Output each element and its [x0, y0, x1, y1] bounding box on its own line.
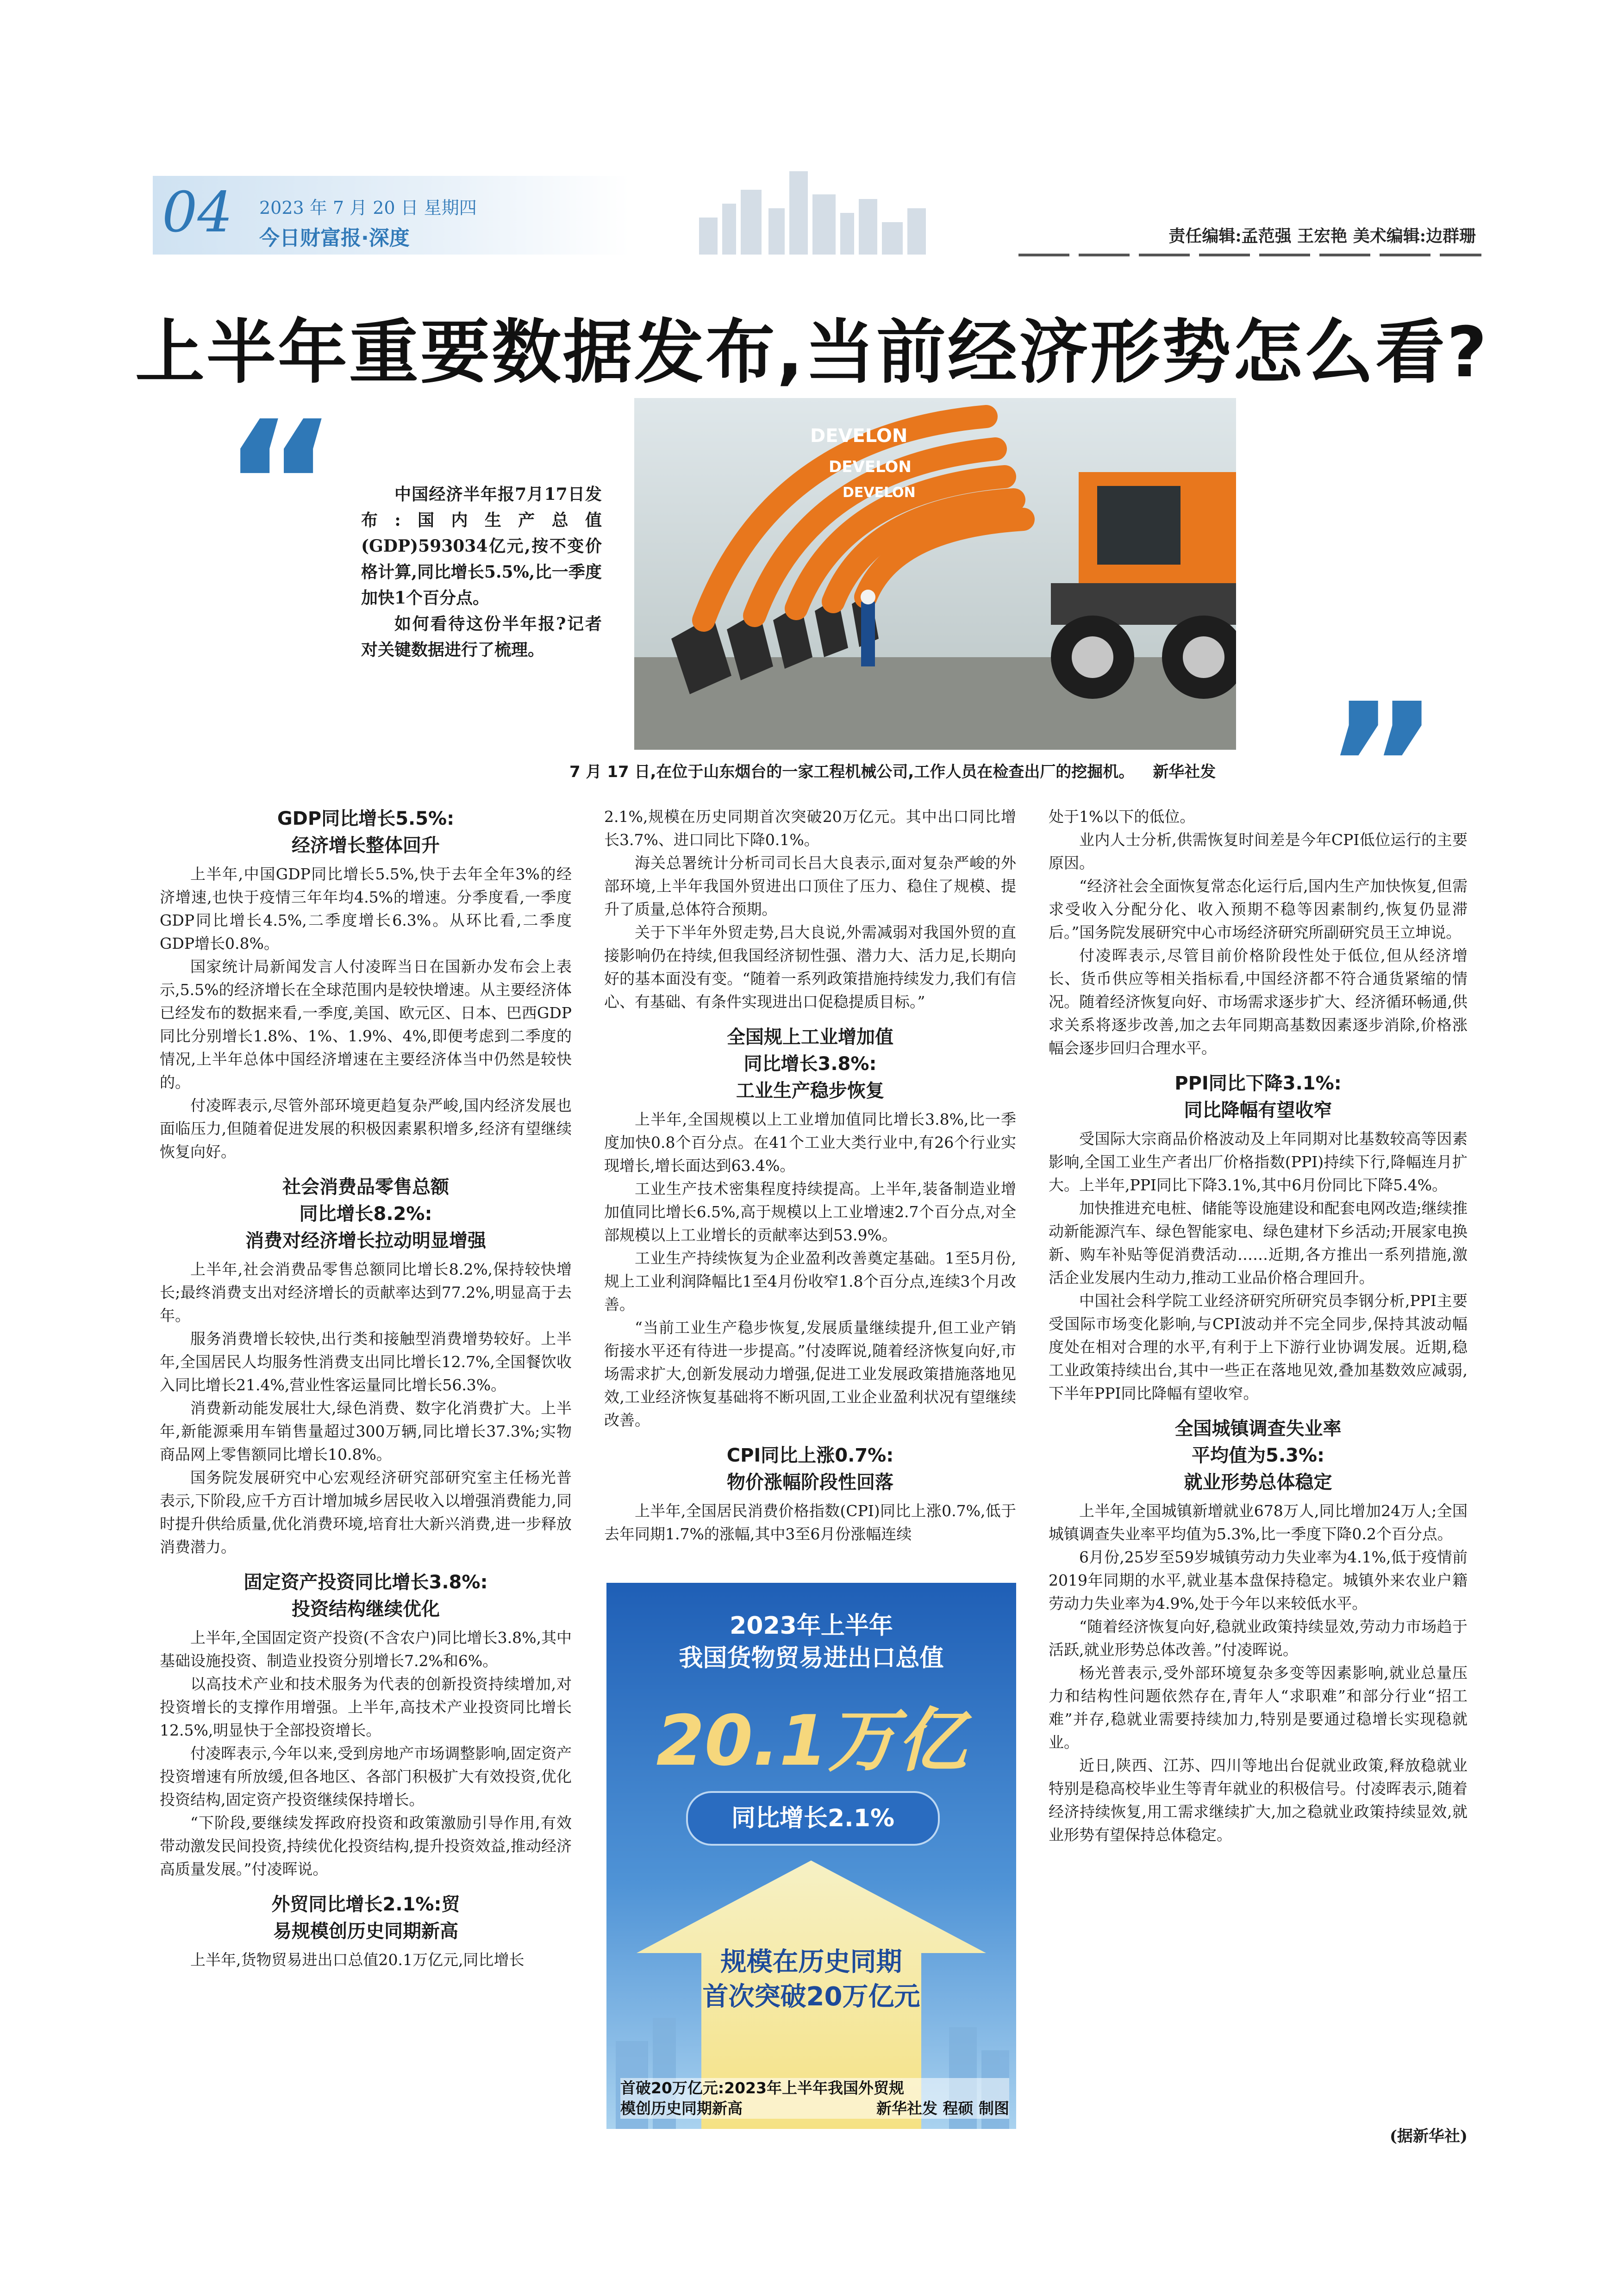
body-paragraph: 受国际大宗商品价格波动及上年同期对比基数较高等因素影响,全国工业生产者出厂价格指数(PPI)持续下行,降幅连月扩大。上半年,PPI同比下降3.1%,其中6月份同比下降5.4%。	[1049, 1130, 1468, 1194]
heading-line: 平均值为5.3%:	[1192, 1445, 1324, 1466]
source-credit: (据新华社)	[1389, 2127, 1468, 2146]
section-heading-cpi	[604, 1442, 1016, 1496]
intro-paragraph: 如何看待这份半年报?记者对关键数据进行了梳理。	[361, 614, 602, 660]
body-paragraph: 以高技术产业和技术服务为代表的创新投资持续增加,对投资增长的支撑作用增强。上半年,高技术产业投资同比增长12.5%,明显快于全部投资增长。	[160, 1675, 572, 1739]
page-number: 04	[162, 180, 233, 245]
column-middle	[604, 805, 1016, 1546]
caption-text: 7 月 17 日,在位于山东烟台的一家工程机械公司,工作人员在检查出厂的挖掘机。	[569, 763, 1135, 781]
body-paragraph: “经济社会全面恢复常态化运行后,国内生产加快恢复,但需求受收入分配分化、收入预期不稳等因素制约,恢复仍显滞后。”国务院发展研究中心市场经济研究所副研究员王立坤说。	[1049, 877, 1468, 941]
body-paragraph: “下阶段,要继续发挥政府投资和政策激励引导作用,有效带动激发民间投资,持续优化投资结构,提升投资效益,推动经济高质量发展。”付凌晖说。	[160, 1814, 572, 1878]
body-paragraph: 上半年,全国城镇新增就业678万人,同比增加24万人;全国城镇调查失业率平均值为5.3%,比一季度下降0.2个百分点。	[1049, 1502, 1468, 1543]
trade-infographic	[606, 1583, 1016, 2129]
infographic-caption-line: 模创历史同期新高	[620, 2099, 743, 2117]
body-paragraph: 付凌晖表示,今年以来,受到房地产市场调整影响,固定资产投资增速有所放缓,但各地区、各部门积极扩大有效投资,优化投资结构,固定资产投资继续保持增长。	[160, 1744, 572, 1809]
heading-line: CPI同比上涨0.7%:	[726, 1445, 894, 1466]
heading-line: 全国规上工业增加值	[727, 1027, 893, 1048]
infographic-title: 我国货物贸易进出口总值	[679, 1644, 944, 1672]
body-paragraph: 中国社会科学院工业经济研究所研究员李钢分析,PPI主要受国际市场变化影响,与CPI波动并不完全同步,保持其波动幅度处在相对合理的水平,有利于上下游行业协调发展。近期,稳工业政策持续出台,其中一些正在落地见效,叠加基数效应减弱,下半年PPI同比降幅有望收窄。	[1049, 1292, 1468, 1402]
section-brand: 今日财富报·深度	[259, 226, 410, 250]
infographic-subtitle: 规模在历史同期	[720, 1947, 902, 1977]
boom-brand-text: DEVELON	[843, 485, 916, 501]
section-heading-gdp	[160, 805, 572, 859]
growth-badge: 同比增长2.1%	[686, 1791, 940, 1846]
section-heading-industry	[604, 1024, 1016, 1104]
heading-line: GDP同比增长5.5%:	[277, 808, 455, 829]
heading-line: 外贸同比增长2.1%:贸	[271, 1894, 460, 1915]
excavator-photo	[634, 398, 1236, 750]
open-quote-mark: “	[222, 383, 338, 588]
skyline-illustration	[694, 162, 935, 255]
boom-brand-text: DEVELON	[829, 458, 912, 476]
body-paragraph: 工业生产持续恢复为企业盈利改善奠定基础。1至5月份,规上工业利润降幅比1至4月份收窄1.8个百分点,连续3个月改善。	[604, 1249, 1016, 1313]
headline: 上半年重要数据发布,当前经济形势怎么看?	[135, 312, 1489, 393]
heading-line: 同比增长3.8%:	[743, 1053, 877, 1075]
section-heading-retail	[160, 1174, 572, 1254]
heading-line: 工业生产稳步恢复	[736, 1080, 884, 1101]
infographic-figure: 20.1万亿	[656, 1701, 967, 1781]
section-heading-investment	[160, 1569, 572, 1623]
body-paragraph: 处于1%以下的低位。	[1049, 808, 1195, 826]
photo-caption	[569, 759, 1292, 782]
body-paragraph: 关于下半年外贸走势,吕大良说,外需减弱对我国外贸的直接影响仍在持续,但我国经济韧性强、潜力大、活力足,长期向好的基本面没有变。“随着一系列政策措施持续发力,我们有信心、有基础、有条件实现进出口促稳提质目标。”	[604, 923, 1016, 1011]
issue-date: 2023 年 7 月 20 日 星期四	[259, 198, 477, 218]
body-paragraph: 上半年,全国居民消费价格指数(CPI)同比上涨0.7%,低于去年同期1.7%的涨幅,其中3至6月份涨幅连续	[604, 1502, 1016, 1543]
body-paragraph: 国家统计局新闻发言人付凌晖当日在国新办发布会上表示,5.5%的经济增长在全球范围内是较快增速。从主要经济体已经发布的数据来看,一季度,美国、欧元区、日本、巴西GDP同比分别增长1.8%、1%、1.9%、4%,即便考虑到二季度的情况,上半年总体中国经济增速在主要经济体当中仍然是较快的。	[160, 958, 572, 1091]
body-paragraph: 海关总署统计分析司司长吕大良表示,面对复杂严峻的外部环境,上半年我国外贸进出口顶住了压力、稳住了规模、提升了质量,总体符合预期。	[604, 854, 1016, 918]
close-quote-mark: ”	[1324, 666, 1440, 871]
body-paragraph: 上半年,中国GDP同比增长5.5%,快于去年全年3%的经济增速,也快于疫情三年年均4.5%的增速。分季度看,一季度GDP同比增长4.5%,二季度增长6.3%。从环比看,二季度GDP增长0.8%。	[160, 865, 572, 952]
boom-brand-text: DEVELON	[810, 425, 908, 447]
body-paragraph: 付凌晖表示,尽管外部环境更趋复杂严峻,国内经济发展也面临压力,但随着促进发展的积极因素累积增多,经济有望继续恢复向好。	[160, 1096, 572, 1161]
body-paragraph: 上半年,社会消费品零售总额同比增长8.2%,保持较快增长;最终消费支出对经济增长的贡献率达到77.2%,明显高于去年。	[160, 1260, 572, 1325]
heading-line: 同比增长8.2%:	[299, 1203, 432, 1225]
body-paragraph: 付凌晖表示,尽管目前价格阶段性处于低位,但从经济增长、货币供应等相关指标看,中国经济都不符合通货紧缩的情况。随着经济恢复向好、市场需求逐步扩大、经济循环畅通,供求关系将逐步改善,加之去年同期高基数因素逐步消除,价格涨幅会逐步回归合理水平。	[1049, 946, 1468, 1057]
body-paragraph: 服务消费增长较快,出行类和接触型消费增势较好。上半年,全国居民人均服务性消费支出同比增长12.7%,全国餐饮收入同比增长21.4%,营业性客运量同比增长56.3%。	[160, 1330, 572, 1394]
body-paragraph: “随着经济恢复向好,稳就业政策持续显效,劳动力市场趋于活跃,就业形势总体改善。”付凌晖说。	[1049, 1618, 1468, 1659]
infographic-title: 2023年上半年	[730, 1612, 893, 1640]
heading-line: PPI同比下降3.1%:	[1174, 1073, 1342, 1094]
body-paragraph: 2.1%,规模在历史同期首次突破20万亿元。其中出口同比增长3.7%、进口同比下降0.1%。	[604, 808, 1016, 849]
body-paragraph: 6月份,25岁至59岁城镇劳动力失业率为4.1%,低于疫情前2019年同期的水平,就业基本盘保持稳定。城镇外来农业户籍劳动力失业率为4.9%,处于今年以来较低水平。	[1049, 1548, 1468, 1612]
section-heading-employment	[1049, 1415, 1468, 1496]
heading-line: 易规模创历史同期新高	[273, 1921, 458, 1942]
caption-credit: 新华社发	[1153, 763, 1216, 781]
intro-lede	[361, 481, 602, 663]
body-paragraph: 业内人士分析,供需恢复时间差是今年CPI低位运行的主要原因。	[1049, 831, 1468, 872]
body-paragraph: 上半年,全国固定资产投资(不含农户)同比增长3.8%,其中基础设施投资、制造业投资分别增长7.2%和6%。	[160, 1629, 572, 1670]
body-paragraph: 国务院发展研究中心宏观经济研究部研究室主任杨光普表示,下阶段,应千方百计增加城乡居民收入以增强消费能力,同时提升供给质量,优化消费环境,培育壮大新兴消费,进一步释放消费潜力。	[160, 1468, 572, 1556]
section-heading-trade	[160, 1891, 572, 1945]
infographic-caption	[620, 2078, 1009, 2119]
intro-paragraph: 中国经济半年报7月17日发布:国内生产总值(GDP)593034亿元,按不变价格计算,同比增长5.5%,比一季度加快1个百分点。	[361, 485, 602, 608]
column-right	[1049, 805, 1468, 1847]
section-heading-ppi	[1049, 1070, 1468, 1124]
body-paragraph: 加快推进充电桩、储能等设施建设和配套电网改造;继续推动新能源汽车、绿色智能家电、绿色建材下乡活动;开展家电换新、购车补贴等促消费活动……近期,各方推出一系列措施,激活企业发展内生动力,推动工业品价格合理回升。	[1049, 1199, 1468, 1287]
body-paragraph: 上半年,货物贸易进出口总值20.1万亿元,同比增长	[190, 1951, 525, 1969]
header-rule	[1018, 254, 1481, 256]
body-paragraph: 上半年,全国规模以上工业增加值同比增长3.8%,比一季度加快0.8个百分点。在41个工业大类行业中,有26个行业实现增长,增长面达到63.4%。	[604, 1110, 1017, 1175]
heading-line: 固定资产投资同比增长3.8%:	[244, 1572, 488, 1593]
heading-line: 消费对经济增长拉动明显增强	[245, 1230, 486, 1251]
heading-line: 就业形势总体稳定	[1184, 1472, 1332, 1493]
body-paragraph: “当前工业生产稳步恢复,发展质量继续提升,但工业产销衔接水平还有待进一步提高。”付凌晖说,随着经济恢复向好,市场需求扩大,创新发展动力增强,促进工业发展政策措施落地见效,工业经济恢复基础将不断巩固,工业企业盈利状况有望继续改善。	[604, 1319, 1016, 1429]
infographic-credit: 新华社发 程硕 制图	[876, 2099, 1009, 2117]
body-paragraph: 工业生产技术密集程度持续提高。上半年,装备制造业增加值同比增长6.5%,高于规模以上工业增速2.7个百分点,对全部规模以上工业增长的贡献率达到53.9%。	[604, 1180, 1016, 1244]
heading-line: 经济增长整体回升	[292, 835, 440, 856]
heading-line: 同比降幅有望收窄	[1184, 1100, 1332, 1121]
body-paragraph: 消费新动能发展壮大,绿色消费、数字化消费扩大。上半年,新能源乘用车销售量超过300万辆,同比增长37.3%;实物商品网上零售额同比增长10.8%。	[160, 1399, 572, 1463]
editors-credit: 责任编辑:孟范强 王宏艳 美术编辑:边群珊	[1168, 226, 1476, 246]
heading-line: 社会消费品零售总额	[282, 1176, 449, 1198]
heading-line: 物价涨幅阶段性回落	[727, 1472, 893, 1493]
infographic-caption-line: 首破20万亿元:2023年上半年我国外贸规	[620, 2079, 904, 2097]
body-paragraph: 近日,陕西、江苏、四川等地出台促就业政策,释放稳就业特别是稳高校毕业生等青年就业的积极信号。付凌晖表示,随着经济持续恢复,用工需求继续扩大,加之稳就业政策持续显效,就业形势有望保持总体稳定。	[1049, 1756, 1468, 1844]
column-left	[160, 805, 572, 1972]
heading-line: 投资结构继续优化	[292, 1599, 440, 1620]
infographic-subtitle: 首次突破20万亿元	[702, 1982, 920, 2012]
body-paragraph: 杨光普表示,受外部环境复杂多变等因素影响,就业总量压力和结构性问题依然存在,青年人“求职难”和部分行业“招工难”并存,稳就业需要持续加力,特别是要通过稳增长实现稳就业。	[1049, 1664, 1468, 1751]
heading-line: 全国城镇调查失业率	[1174, 1418, 1342, 1439]
